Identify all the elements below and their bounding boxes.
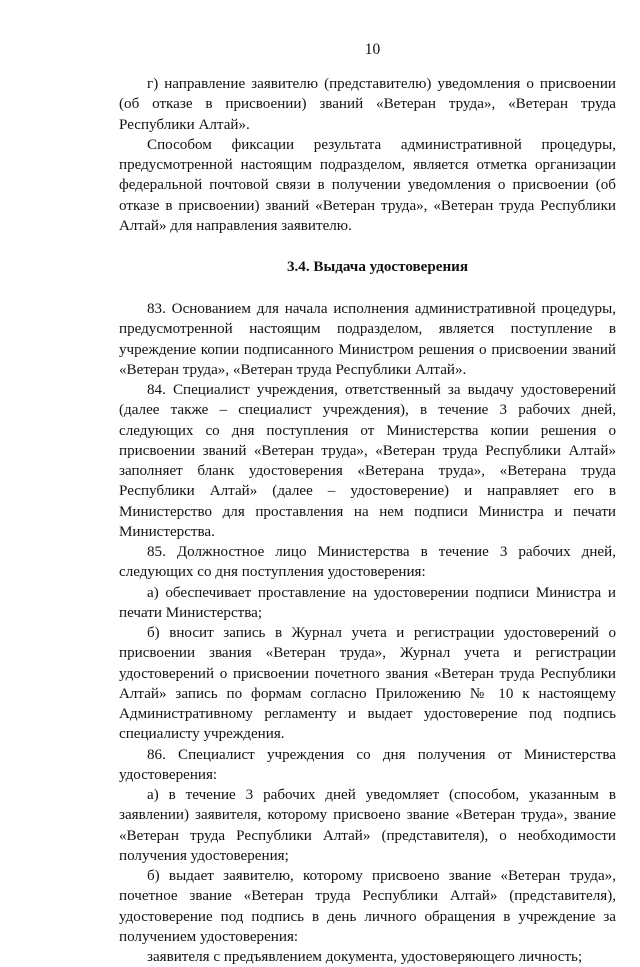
paragraph-83: 83. Основанием для начала исполнения административной процедуры, предусмотренной настоящим подразделом, является поступление в учреждение копии подписанного Министром решения о присвоении званий «Ветеран труда», «Ветеран труда Республики Алтай». — [119, 301, 616, 378]
paragraph-fixation-method: Способом фиксации результата административной процедуры, предусмотренной настоящим подразделом, является отметка организации федеральной почтовой связи в получении уведомления о присвоении (об отказе в присвоении) званий «Ветеран труда», «Ветеран труда Республики Алтай» для направления заявителю. — [119, 136, 616, 234]
paragraph-86: 86. Специалист учреждения со дня получения от Министерства удостоверения: — [119, 746, 616, 783]
paragraph-86-b: б) выдает заявителю, которому присвоено звание «Ветеран труда», почетное звание «Ветеран труда Республики Алтай» (представителя), удостоверение под подпись в день личного обращения в учреждение за получением удостоверения: — [119, 868, 616, 945]
section-heading: 3.4. Выдача удостоверения — [286, 259, 469, 275]
page-number: 10 — [364, 41, 381, 58]
paragraph-84: 84. Специалист учреждения, ответственный за выдачу удостоверений (далее также – специалист учреждения), в течение 3 рабочих дней, следующих со дня поступления от Министерства копии решения о присвоении званий «Ветеран труда», «Ветеран труда Республики Алтай» заполняет бланк удостоверения «Ветерана труда», «Ветерана труда Республики Алтай» (далее – удостоверение) и направляет его в Министерство для проставления на нем подписи Министра и печати Министерства. — [119, 382, 616, 540]
paragraph-notification-step: г) направление заявителю (представителю) уведомления о присвоении (об отказе в присвоении) званий «Ветеран труда», «Ветеран труда Республики Алтай». — [119, 76, 616, 133]
paragraph-85-a: а) обеспечивает проставление на удостоверении подписи Министра и печати Министерства; — [119, 584, 616, 621]
paragraph-86-a: а) в течение 3 рабочих дней уведомляет (способом, указанным в заявлении) заявителя, которому присвоено звание «Ветеран труда», звание «Ветеран труда Республики Алтай» (представителя), о необходимости получения удостоверения; — [119, 787, 616, 864]
paragraph-85: 85. Должностное лицо Министерства в течение 3 рабочих дней, следующих со дня поступления удостоверения: — [119, 544, 616, 581]
paragraph-86-b-applicant: заявителя с предъявлением документа, удостоверяющего личность; — [147, 949, 583, 965]
paragraph-85-b: б) вносит запись в Журнал учета и регистрации удостоверений о присвоении звания «Ветеран труда», Журнал учета и регистрации удостоверений о присвоении почетного звания «Ветеран труда Республики Алтай» запись по формам согласно Приложению № 10 к настоящему Административному регламенту и выдает удостоверение под подпись специалисту учреждения. — [119, 625, 616, 743]
